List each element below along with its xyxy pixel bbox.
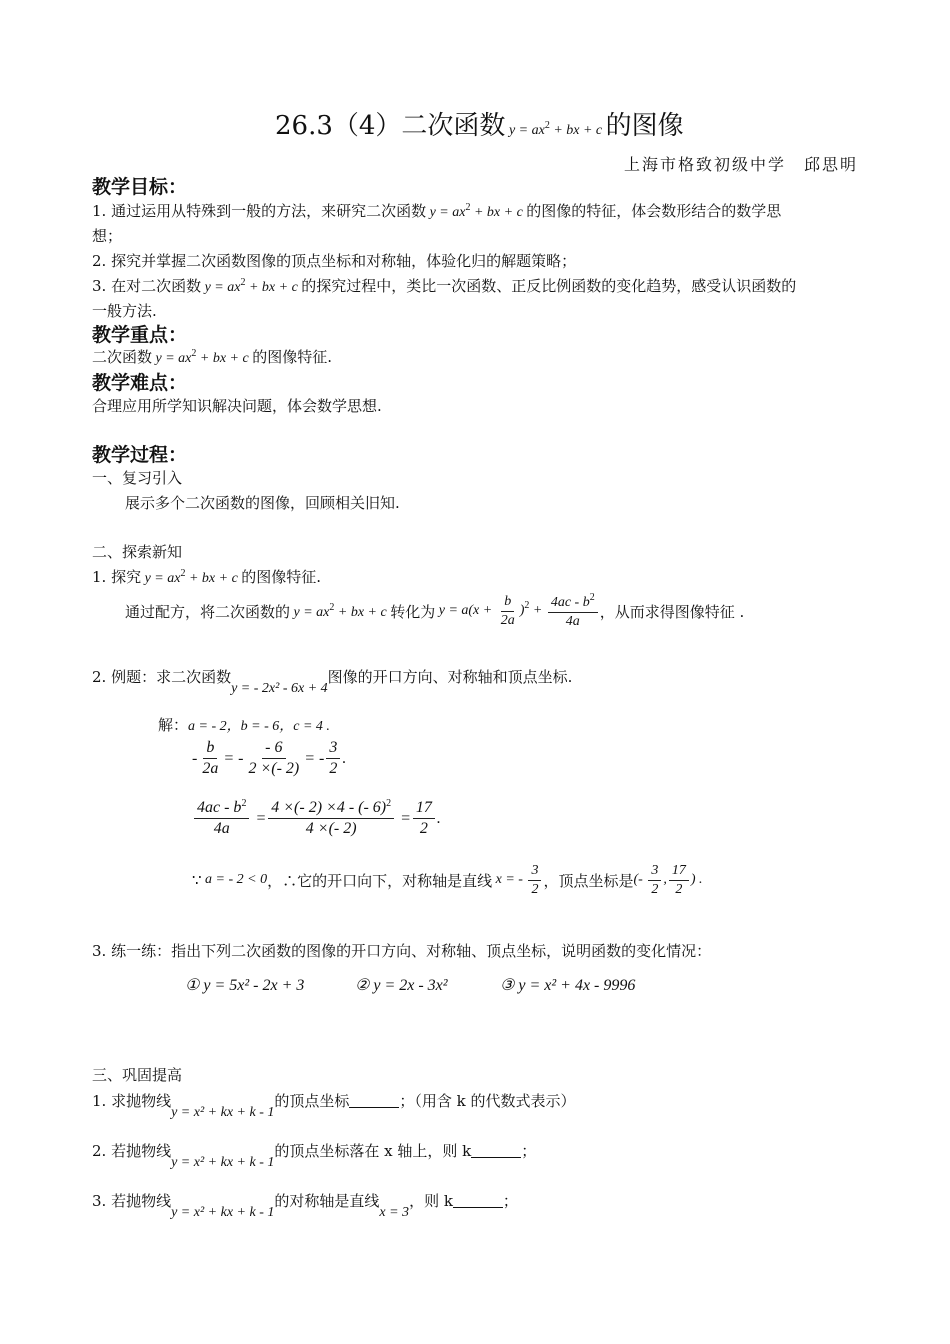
objective-3-suffix: 的探究过程中，类比一次函数、正反比例函数的变化趋势，感受认识函数的 <box>301 277 797 295</box>
example-formula: y = - 2x² - 6x + 4 <box>231 681 328 696</box>
q1-suffix: 的顶点坐标 <box>274 1092 350 1110</box>
keypoints-prefix: 二次函数 <box>92 348 153 366</box>
q3-suffix: 的对称轴是直线 <box>274 1192 380 1210</box>
objective-1 <box>92 200 781 221</box>
objective-1-suffix: 的图像的特征，体会数形结合的数学思 <box>526 202 782 220</box>
q3-line: x = 3 <box>379 1205 410 1220</box>
explore-1-suffix: 的图像特征. <box>241 568 322 586</box>
author: 上海市格致初级中学 邱思明 <box>623 155 858 174</box>
question-2 <box>92 1140 537 1170</box>
practice-text: 3. 练一练：指出下列二次函数的图像的开口方向、对称轴、顶点坐标，说明函数的变化情况： <box>92 942 712 960</box>
q1-blank[interactable] <box>349 1093 399 1108</box>
section-3-title: 三、巩固提高 <box>92 1066 183 1084</box>
solution-vertex-calc: $\frac{4ac - b^2}{4a}$ = $\frac{4 \times(- 2) \times 4 - (- 6)^2}{4 \times(- 2)}$ = $\frac{17}{2}$ . <box>192 798 441 839</box>
conclusion-text-b: ，顶点坐标是 <box>543 871 634 890</box>
q1-formula: y = x² + kx + k - 1 <box>171 1105 275 1120</box>
difficulty-text: 合理应用所学知识解决问题，体会数学思想. <box>92 397 382 415</box>
q2-suffix: 的顶点坐标落在 x 轴上，则 k <box>274 1142 472 1160</box>
cs-text-c: ，从而求得图像特征 . <box>599 602 745 621</box>
practice-item-3: ③ y = x² + 4x - 9996 <box>500 977 636 994</box>
q1-note: ；（用含 k 的代数式表示） <box>399 1092 576 1110</box>
cs-text-b: 转化为 <box>390 602 436 621</box>
solution-label: 解： <box>158 716 189 734</box>
question-1 <box>92 1090 576 1120</box>
q3-semicolon: ； <box>502 1192 518 1210</box>
solution-conclusion: ∵ a = - 2 < 0 ，∴ 它的开口向下，对称轴是直线 x = - $\frac{3}{2}$ ，顶点坐标是 (- $\frac{3}{2}$ , $\frac{17}{2}$ ) . <box>192 863 703 897</box>
page-title <box>275 105 684 142</box>
cs-text-a: 通过配方，将二次函数的 <box>125 602 291 621</box>
example-suffix: 图像的开口方向、对称轴和顶点坐标. <box>327 668 573 686</box>
objective-1-formula: $y = ax^2$ + bx + c <box>426 202 527 220</box>
completing-square-line <box>125 592 744 630</box>
conclusion-text-a: 它的开口向下，对称轴是直线 <box>297 871 493 890</box>
practice-item-1: ① y = 5x² - 2x + 3 <box>185 977 305 994</box>
section-1-title: 一、复习引入 <box>92 469 183 487</box>
q3-formula: y = x² + kx + k - 1 <box>171 1205 275 1220</box>
q2-blank[interactable] <box>471 1143 521 1158</box>
keypoints-heading: 教学重点： <box>92 324 188 346</box>
cs-formula-general: $y = ax^2$ + bx + c <box>290 601 391 620</box>
explore-1-prefix: 1. 探究 <box>92 568 142 586</box>
keypoints-formula: $y = ax^2$ + bx + c <box>152 348 253 366</box>
keypoints-suffix: 的图像特征. <box>252 348 332 366</box>
objective-1-cont: 想； <box>92 227 123 245</box>
example-line <box>92 666 573 696</box>
q1-prefix: 1. 求抛物线 <box>92 1092 172 1110</box>
q2-semicolon: ； <box>521 1142 537 1160</box>
objective-3-formula: $y = ax^2$ + bx + c <box>201 277 302 295</box>
q2-formula: y = x² + kx + k - 1 <box>171 1155 275 1170</box>
cs-formula-vertex: y = a(x + $\frac{b}{2a}$ )$^2$ + $\frac{4ac - b^2}{4a}$ <box>435 592 600 630</box>
process-heading: 教学过程： <box>92 444 188 466</box>
title-suffix: 的图像 <box>605 111 684 141</box>
title-formula: $y = ax^2$ + bx + c <box>505 120 606 138</box>
practice-item-2: ② y = 2x - 3x² <box>355 977 448 994</box>
solution-axis-calc: - $\frac{b}{2a}$ = - $\frac{- 6}{2 \times(- 2)}$ = - $\frac{3}{2}$ . <box>192 739 347 777</box>
section-1-text: 展示多个二次函数的图像，回顾相关旧知. <box>125 494 400 512</box>
objective-1-prefix: 1. 通过运用从特殊到一般的方法，来研究二次函数 <box>92 202 427 220</box>
title-prefix: 26.3（4）二次函数 <box>275 111 506 141</box>
q3-tail: ，则 k <box>409 1192 453 1210</box>
objective-3-cont: 一般方法. <box>92 302 157 320</box>
example-prefix: 2. 例题：求二次函数 <box>92 668 232 686</box>
objective-2: 2. 探究并掌握二次函数图像的顶点坐标和对称轴，体验化归的解题策略； <box>92 252 577 270</box>
solution-line-1 <box>158 714 330 735</box>
difficulty-heading: 教学难点： <box>92 372 188 394</box>
q3-prefix: 3. 若抛物线 <box>92 1192 172 1210</box>
q2-prefix: 2. 若抛物线 <box>92 1142 172 1160</box>
section-2-title: 二、探索新知 <box>92 543 183 561</box>
solution-coefficients: a = - 2，b = - 6，c = 4 . <box>188 719 330 734</box>
q3-blank[interactable] <box>453 1193 503 1208</box>
objective-3 <box>92 275 796 296</box>
explore-1-formula: $y = ax^2$ + bx + c <box>141 568 242 586</box>
keypoints-text <box>92 346 332 367</box>
explore-item-1 <box>92 566 321 587</box>
objective-3-prefix: 3. 在对二次函数 <box>92 277 202 295</box>
objectives-heading: 教学目标： <box>92 176 188 198</box>
question-3 <box>92 1190 518 1220</box>
